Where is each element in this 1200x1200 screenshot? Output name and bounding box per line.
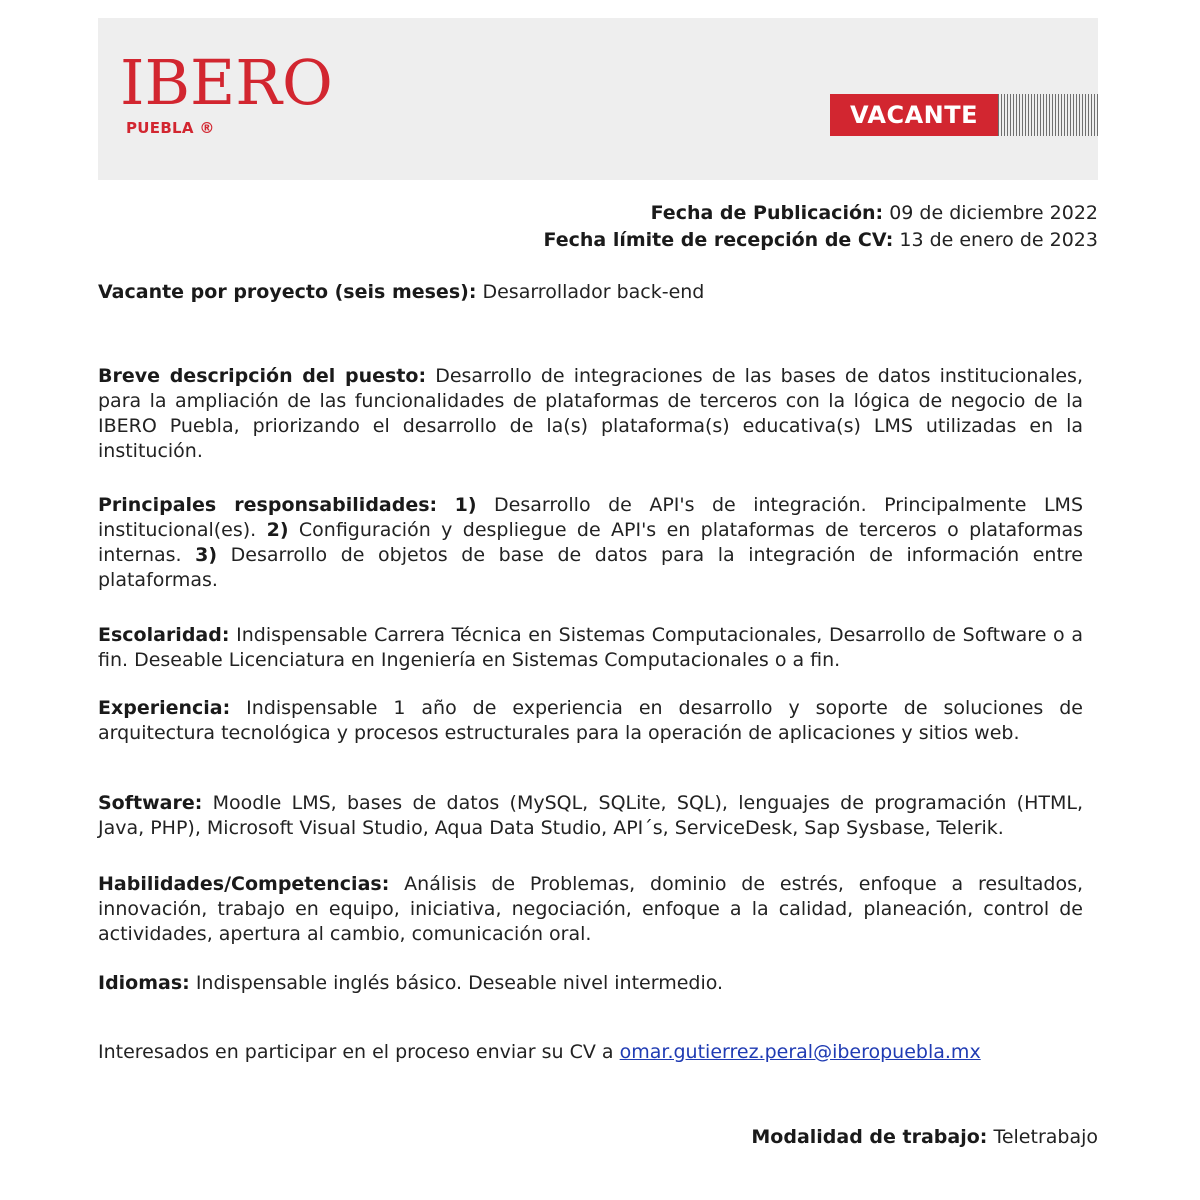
responsabilidad-2-number: 2)	[266, 519, 289, 541]
escolaridad-label: Escolaridad:	[98, 624, 230, 646]
software-value: Moodle LMS, bases de datos (MySQL, SQLite, SQL), lenguajes de programación (HTML, Java, PHP), Microsoft Visual Studio, Aqua Data Studio, API´s, ServiceDesk, Sap Sysbase, Telerik.	[98, 792, 1083, 839]
header-band	[98, 18, 1098, 180]
fecha-publicacion-line	[544, 200, 1099, 227]
responsabilidad-3-text: Desarrollo de objetos de base de datos para la integración de información entre plataformas.	[98, 544, 1083, 591]
vacante-badge	[830, 94, 1098, 136]
fecha-limite-label: Fecha límite de recepción de CV:	[543, 229, 894, 251]
descripcion-section	[98, 364, 1083, 464]
vacante-section	[98, 280, 1083, 305]
escolaridad-value: Indispensable Carrera Técnica en Sistemas Computacionales, Desarrollo de Software o a fin. Deseable Licenciatura en Ingeniería en Sistemas Computacionales o a fin.	[98, 624, 1084, 671]
experiencia-label: Experiencia:	[98, 697, 231, 719]
responsabilidad-3-number: 3)	[195, 544, 218, 566]
ibero-logo: IBERO	[120, 46, 333, 119]
habilidades-value: Análisis de Problemas, dominio de estrés, enfoque a resultados, innovación, trabajo en equipo, iniciativa, negociación, enfoque a la calidad, planeación, control de actividades, apertura al cambio, comunicación oral.	[98, 873, 1084, 945]
fecha-limite-value: 13 de enero de 2023	[899, 229, 1098, 251]
idiomas-label: Idiomas:	[98, 972, 190, 994]
responsabilidades-label: Principales responsabilidades:	[98, 494, 438, 516]
habilidades-label: Habilidades/Competencias:	[98, 873, 390, 895]
descripcion-label: Breve descripción del puesto:	[98, 365, 427, 387]
ibero-logo-subtitle: PUEBLA ®	[126, 119, 215, 137]
modalidad-value: Teletrabajo	[993, 1126, 1098, 1148]
responsabilidades-section	[98, 493, 1083, 593]
idiomas-section	[98, 971, 1083, 996]
modalidad-label: Modalidad de trabajo:	[751, 1126, 988, 1148]
descripcion-value: Desarrollo de integraciones de las bases de datos institucionales, para la ampliación de las funcionalidades de plataformas de terceros con la lógica de negocio de la IBERO Puebla, priorizando el desarrollo de la(s) plataforma(s) educativa(s) LMS utilizadas en la institución.	[98, 365, 1083, 462]
fecha-publicacion-label: Fecha de Publicación:	[650, 202, 884, 224]
fecha-limite-line	[544, 227, 1099, 254]
software-label: Software:	[98, 792, 203, 814]
vacante-label: Vacante por proyecto (seis meses):	[98, 281, 477, 303]
contacto-text: Interesados en participar en el proceso enviar su CV a	[98, 1041, 614, 1063]
responsabilidad-2-text: Configuración y despliegue de API's en plataformas de terceros o plataformas internas.	[98, 519, 1083, 566]
experiencia-section	[98, 696, 1083, 746]
idiomas-value: Indispensable inglés básico. Deseable nivel intermedio.	[195, 972, 724, 994]
vacante-value: Desarrollador back-end	[482, 281, 705, 303]
escolaridad-section	[98, 623, 1083, 673]
modalidad-section	[751, 1124, 1098, 1151]
software-section	[98, 791, 1083, 841]
responsabilidad-1-text: Desarrollo de API's de integración. Principalmente LMS institucional(es).	[98, 494, 1084, 541]
responsabilidad-1-number: 1)	[454, 494, 477, 516]
experiencia-value: Indispensable 1 año de experiencia en desarrollo y soporte de soluciones de arquitectura tecnológica y procesos estructurales para la operación de aplicaciones y sitios web.	[98, 697, 1083, 744]
vacante-badge-label: VACANTE	[830, 94, 998, 136]
contacto-section	[98, 1040, 1083, 1065]
hatch-pattern-decoration	[998, 94, 1098, 136]
dates-block	[544, 200, 1099, 254]
habilidades-section	[98, 872, 1083, 947]
fecha-publicacion-value: 09 de diciembre 2022	[889, 202, 1098, 224]
email-link[interactable]: omar.gutierrez.peral@iberopuebla.mx	[619, 1041, 981, 1063]
